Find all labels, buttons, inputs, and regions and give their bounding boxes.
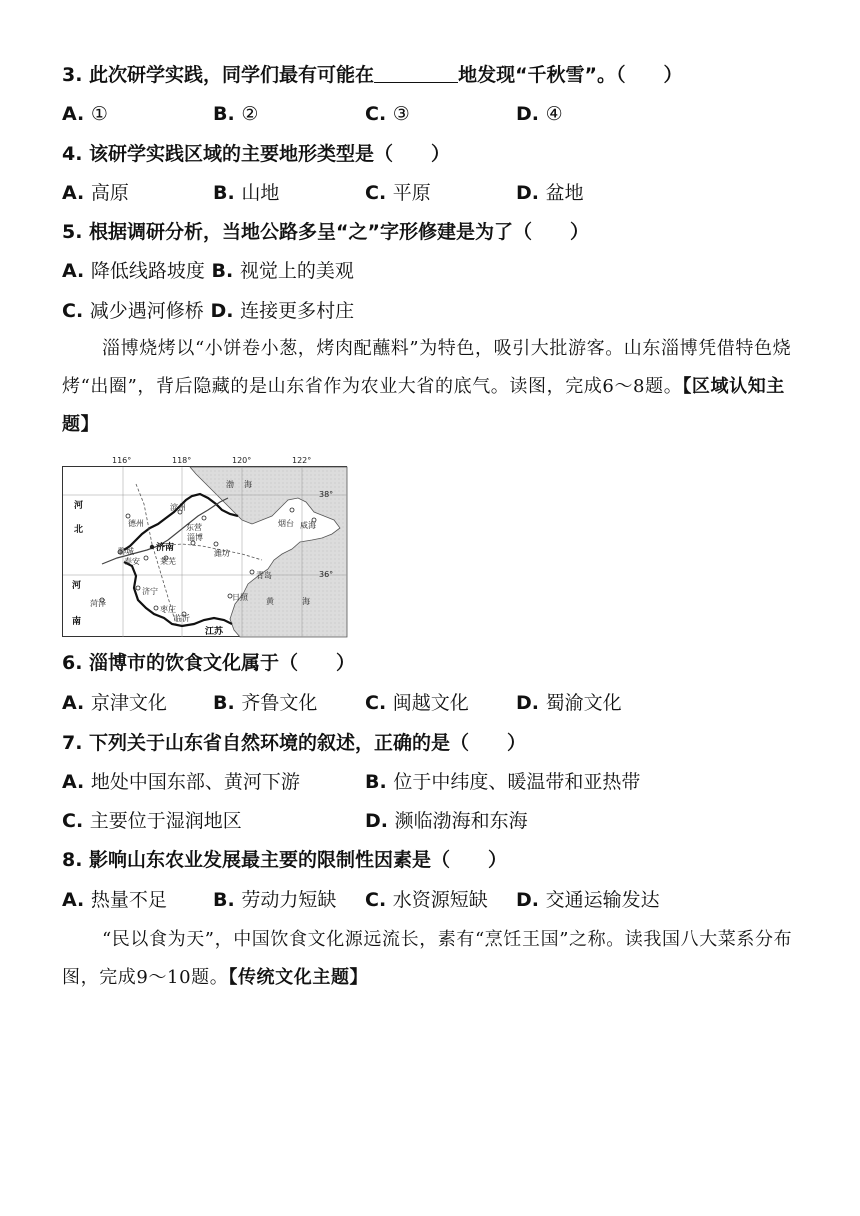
q3-stem-part2: 地发现“千秋雪”。（ ） (458, 64, 683, 86)
city-binzhou: 滨州 (170, 503, 186, 512)
q7-option-b: B. 位于中纬度、暖温带和亚热带 (365, 771, 641, 793)
passage-zibo-bbq (62, 330, 800, 444)
q8-option-b: B. 劳动力短缺 (213, 889, 337, 911)
q8-option-c: C. 水资源短缺 (365, 889, 488, 911)
q4-stem: 4. 该研学实践区域的主要地形类型是（ ） (62, 143, 451, 165)
lon-label-120: 120° (232, 456, 252, 465)
q4-option-d: D. 盆地 (516, 182, 584, 204)
passage-cuisine-text: “民以食为天”，中国饮食文化源远流长，素有“烹饪王国”之称。读我国八大菜系分布图，完成9～10题。 (62, 929, 793, 988)
passage-zibo-text: 淄博烧烤以“小饼卷小葱，烤肉配蘸料”为特色，吸引大批游客。山东淄博凭借特色烧烤“出圈”，背后隐藏的是山东省作为农业大省的底气。读图，完成6～8题。 (62, 338, 792, 397)
city-linyi: 临沂 (174, 614, 190, 623)
lat-label-36: 36° (319, 570, 334, 579)
q6-option-a: A. 京津文化 (62, 692, 167, 714)
province-label-he1: 河 (74, 501, 84, 511)
shandong-map (62, 454, 348, 638)
province-label-nan: 南 (72, 617, 82, 627)
q7-option-c: C. 主要位于湿润地区 (62, 810, 242, 832)
sea-label-hai2: 海 (302, 597, 310, 606)
q7-stem: 7. 下列关于山东省自然环境的叙述，正确的是（ ） (62, 732, 527, 754)
sea-label-bo: 渤 (226, 480, 234, 489)
lon-label-122: 122° (292, 456, 312, 465)
q5-stem: 5. 根据调研分析，当地公路多呈“之”字形修建是为了（ ） (62, 221, 590, 243)
q3-stem-part1: 3. 此次研学实践，同学们最有可能在 (62, 64, 375, 86)
q4-option-b: B. 山地 (213, 182, 280, 204)
q7-option-a: A. 地处中国东部、黄河下游 (62, 771, 300, 793)
q6-option-b: B. 齐鲁文化 (213, 692, 318, 714)
city-jining: 济宁 (142, 587, 158, 596)
passage-cuisine-tag: 【传统文化主题】 (228, 967, 369, 988)
q8-stem: 8. 影响山东农业发展最主要的限制性因素是（ ） (62, 849, 508, 871)
q3-option-b: B. ② (213, 103, 259, 125)
q4-option-a: A. 高原 (62, 182, 129, 204)
city-qingdao: 青岛 (256, 571, 272, 580)
city-laiwu: 莱芜 (160, 557, 176, 566)
city-weihai: 威海 (300, 521, 316, 530)
city-weifang: 潍坊 (214, 549, 230, 558)
city-zaozhuang: 枣庄 (160, 605, 176, 614)
sea-label-hai1: 海 (244, 480, 252, 489)
province-label-bei: 北 (74, 525, 84, 535)
q3-option-a: A. ① (62, 103, 108, 125)
passage-cuisine (62, 921, 800, 997)
q3-option-c: C. ③ (365, 103, 410, 125)
q6-option-d: D. 蜀渝文化 (516, 692, 622, 714)
q5-option-a: A. 降低线路坡度 B. 视觉上的美观 (62, 260, 354, 282)
city-taian: 泰安 (124, 557, 140, 566)
province-label-he2: 河 (72, 581, 82, 591)
city-liaocheng: 聊城 (118, 547, 134, 556)
city-jinan: 济南 (156, 543, 175, 553)
city-dot (150, 545, 154, 549)
city-dezhou: 德州 (128, 519, 144, 528)
q6-stem: 6. 淄博市的饮食文化属于（ ） (62, 652, 356, 674)
city-dongying: 东营 (186, 523, 202, 532)
city-zibo: 淄博 (187, 533, 203, 542)
q4-option-c: C. 平原 (365, 182, 431, 204)
lon-label-116: 116° (112, 456, 132, 465)
q3-option-d: D. ④ (516, 103, 563, 125)
q8-option-d: D. 交通运输发达 (516, 889, 660, 911)
lon-label-118: 118° (172, 456, 192, 465)
q3-stem (62, 63, 683, 87)
q6-option-c: C. 闽越文化 (365, 692, 469, 714)
sea-label-huang: 黄 (266, 597, 274, 606)
city-yantai: 烟台 (278, 519, 294, 528)
q8-option-a: A. 热量不足 (62, 889, 167, 911)
q3-answer-blank (374, 64, 458, 83)
q7-option-d: D. 濒临渤海和东海 (365, 810, 528, 832)
passage-zibo-tag: 【区域认知主题】 (62, 376, 785, 435)
city-rizhao: 日照 (232, 593, 248, 602)
city-heze: 菏泽 (90, 599, 106, 608)
lat-label-38: 38° (319, 490, 334, 499)
q5-option-c: C. 减少遇河修桥 D. 连接更多村庄 (62, 300, 355, 322)
province-label-jiangsu: 江苏 (205, 627, 224, 637)
